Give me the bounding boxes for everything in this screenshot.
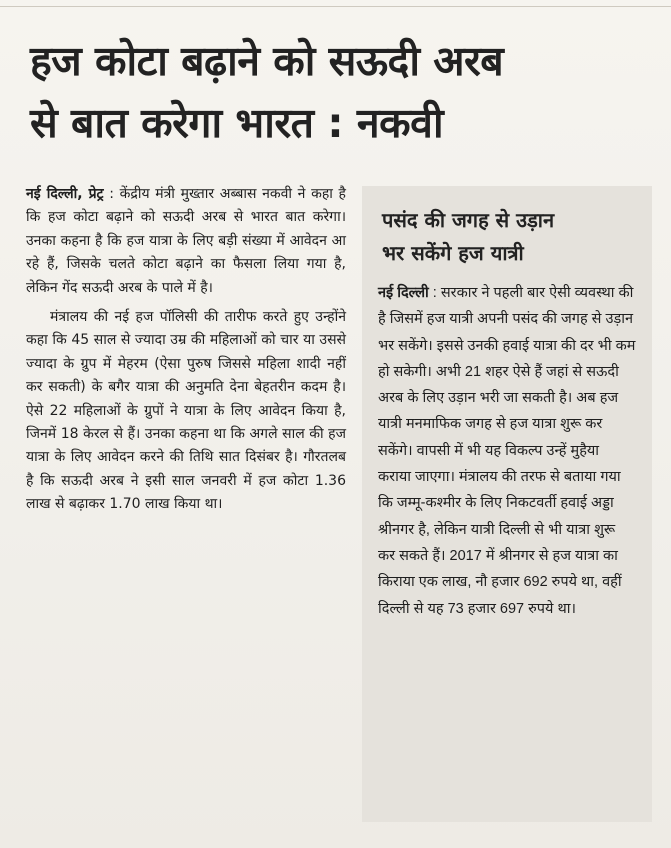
main-story-paragraph-2: मंत्रालय की नई हज पॉलिसी की तारीफ करते हुए उन्होंने कहा कि 45 साल से ज्यादा उम्र की महिलाओं को चार या उससे ज्यादा के ग्रुप में मेहरम (ऐसा पुरुष जिससे महिला शादी नहीं कर सकती) के बगैर यात्रा की अनुमति देना बेहतरीन कदम है। ऐसे 22 महिलाओं के ग्रुपों ने यात्रा के लिए आवेदन किया है, जिनमें 18 केरल से हैं। उनका कहना था कि अगले साल की हज यात्रा के लिए आवेदन करने की तिथि सात दिसंबर है। गौरतलब है कि सऊदी अरब ने इसी साल जनवरी में हज कोटा 1.36 लाख से बढ़ाकर 1.70 लाख किया था। [26,309,346,513]
sidebar-heading-line-1: पसंद की जगह से उड़ान [382,208,555,232]
main-story-paragraph-1 [26,183,346,300]
sidebar-heading-line-2: भर सकेंगे हज यात्री [382,241,524,265]
main-para-1-text: : केंद्रीय मंत्री मुख्तार अब्बास नकवी ने कहा है कि हज कोटा बढ़ाने को सऊदी अरब से भारत बात करेगा। उनका कहना है कि हज यात्रा के लिए बड़ी संख्या में आवेदन आ रहे हैं, जिसके चलते कोटा बढ़ाने का फैसला लिया गया है, लेकिन गेंद सऊदी अरब के पाले में है। [26,186,346,296]
sidebar-dateline: नई दिल्ली [378,285,429,301]
sidebar-heading [382,204,636,270]
main-story [26,183,346,517]
headline-line-2: से बात करेगा भारत : नकवी [30,99,444,147]
sidebar-body-text: : सरकार ने पहली बार ऐसी व्यवस्था की है जिसमें हज यात्री अपनी पसंद की जगह से उड़ान भर सकेंगे। इससे उनकी हवाई यात्रा की दर भी कम हो सकेगी। अभी 21 शहर ऐसे हैं जहां से सऊदी अरब के लिए उड़ान भरी जा सकती है। अब हज यात्री मनमाफिक जगह से हज यात्रा शुरू कर सकेंगे। वापसी में भी यह विकल्प उन्हें मुहैया कराया जाएगा। मंत्रालय की तरफ से बताया गया कि जम्मू-कश्मीर के लिए निकटवर्ती हवाई अड्डा श्रीनगर है, लेकिन यात्री दिल्ली से भी यात्रा शुरू कर सकते हैं। 2017 में श्रीनगर से हज यात्रा का किराया एक लाख, नौ हजार 692 रुपये था, वहीं दिल्ली से यह 73 हजार 697 रुपये था। [378,285,636,617]
sidebar-box [362,186,652,822]
main-dateline: नई दिल्ली, प्रेट्र [26,186,104,202]
sidebar-body [378,280,636,622]
headline [30,30,660,154]
top-rule [0,6,671,7]
headline-line-1: हज कोटा बढ़ाने को सऊदी अरब [30,37,504,85]
